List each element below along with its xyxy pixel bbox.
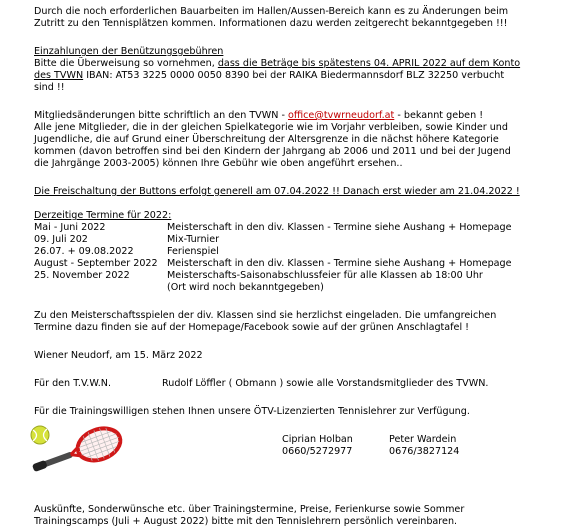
notice-line: Zutritt zu den Tennisplätzen kommen. Informationen dazu werden zeitgerecht bekanntgegeben !!! (34, 18, 508, 29)
invitation-line: Zu den Meisterschaftsspielen der div. Klassen sind sie herzlichst eingeladen. Die umfangreichen (34, 310, 497, 321)
payment-text: Bitte die Überweisung so vornehmen, (34, 58, 218, 69)
payment-deadline: dass die Beträge bis spätestens 04. APRIL 2022 auf dem Konto (217, 58, 521, 69)
trainers-section (34, 418, 564, 478)
tennis-ball-icon (31, 426, 49, 444)
schedule-row (34, 258, 564, 270)
payment-iban: IBAN: AT53 3225 0000 0050 8390 bei der RAIKA Biedermannsdorf BLZ 32250 verbucht (83, 70, 505, 81)
schedule-date: August - September 2022 (34, 258, 158, 269)
members-section (34, 110, 564, 170)
footer-line: Trainingscamps (Juli + August 2022) bitte mit den Tennislehrern persönlich vereinbaren. (34, 516, 458, 527)
schedule-row (34, 234, 564, 246)
trainer-name: Ciprian Holban (282, 434, 353, 445)
trainer-name: Peter Wardein (389, 434, 457, 445)
payment-line (34, 70, 564, 82)
invitation (34, 310, 564, 334)
signature-text: Rudolf Löffler ( Obmann ) sowie alle Vorstandsmitglieder des TVWN. (162, 378, 489, 389)
footer-line: Auskünfte, Sonderwünsche etc. über Trainingstermine, Preise, Ferienkurse sowie Sommer (34, 504, 465, 515)
schedule-date (34, 282, 167, 294)
schedule-date: 09. Juli 202 (34, 234, 88, 245)
schedule-date: 26.07. + 09.08.2022 (34, 246, 134, 257)
members-line: Alle jene Mitglieder, die in der gleichen Spielkategorie wie im Vorjahr verbleiben, sowie Kinder und (34, 122, 508, 133)
members-line: kommen (davon betroffen sind bei den Kindern der Jahrgang ab 2006 und 2011 und bei der Jugend (34, 146, 511, 157)
place-date: Wiener Neudorf, am 15. März 2022 (34, 350, 203, 361)
document (34, 6, 564, 528)
training-notice: Für die Trainingswilligen stehen Ihnen unsere ÖTV-Lizenzierten Tennislehrer zur Verfügung. (34, 406, 470, 417)
schedule-event: Meisterschaft in den div. Klassen - Termine siehe Aushang + Homepage (167, 222, 512, 233)
payment-heading: Einzahlungen der Benützungsgebühren (34, 46, 224, 57)
schedule-row (34, 222, 564, 234)
schedule-date: 25. November 2022 (34, 270, 130, 281)
schedule-row (34, 282, 564, 294)
schedule-row (34, 270, 564, 282)
members-text: Mitgliedsänderungen bitte schriftlich an den TVWN - (34, 110, 288, 121)
invitation-line: Termine dazu finden sie auf der Homepage/Facebook sowie auf der grünen Anschlagtafel ! (34, 322, 470, 333)
tennis-racket-icon (26, 422, 130, 480)
schedule-event: Meisterschafts-Saisonabschlussfeier für alle Klassen ab 18:00 Uhr (167, 270, 483, 281)
schedule-event: (Ort wird noch bekanntgegeben) (167, 282, 324, 293)
schedule-section (34, 210, 564, 294)
schedule-date: Mai - Juni 2022 (34, 222, 106, 233)
payment-line: sind !! (34, 82, 65, 93)
schedule-event: Mix-Turnier (167, 234, 220, 245)
members-line (34, 110, 564, 122)
signature-line (34, 378, 564, 390)
trainer-card (282, 434, 353, 458)
construction-notice (34, 6, 564, 30)
members-line: Jugendliche, die auf Grund einer Überschreitung der Altersgrenze in die nächst höhere Kategorie (34, 134, 499, 145)
schedule-heading: Derzeitige Termine für 2022: (34, 210, 172, 221)
notice-line: Durch die noch erforderlichen Bauarbeiten im Hallen/Aussen-Bereich kann es zu Änderungen beim (34, 6, 509, 17)
payment-section (34, 46, 564, 94)
payment-account-owner: des TVWN (34, 70, 84, 81)
members-text: - bekannt geben ! (394, 110, 484, 121)
footer-note (34, 504, 564, 528)
signature-label: Für den T.V.W.N. (34, 378, 111, 389)
schedule-event: Ferienspiel (167, 246, 219, 257)
office-email-link[interactable]: office@tvwrneudorf.at (287, 110, 395, 121)
schedule-event: Meisterschaft in den div. Klassen - Termine siehe Aushang + Homepage (167, 258, 512, 269)
schedule-row (34, 246, 564, 258)
members-line: die Jahrgänge 2003-2005) können Ihre Gebühr wie oben angeführt ersehen.. (34, 158, 403, 169)
trainer-phone: 0660/5272977 (282, 446, 353, 457)
buttons-notice: Die Freischaltung der Buttons erfolgt generell am 07.04.2022 !! Danach erst wieder am 21.04.2022 ! (34, 186, 520, 197)
trainer-card (389, 434, 459, 458)
payment-line (34, 58, 564, 70)
trainer-phone: 0676/3827124 (389, 446, 460, 457)
